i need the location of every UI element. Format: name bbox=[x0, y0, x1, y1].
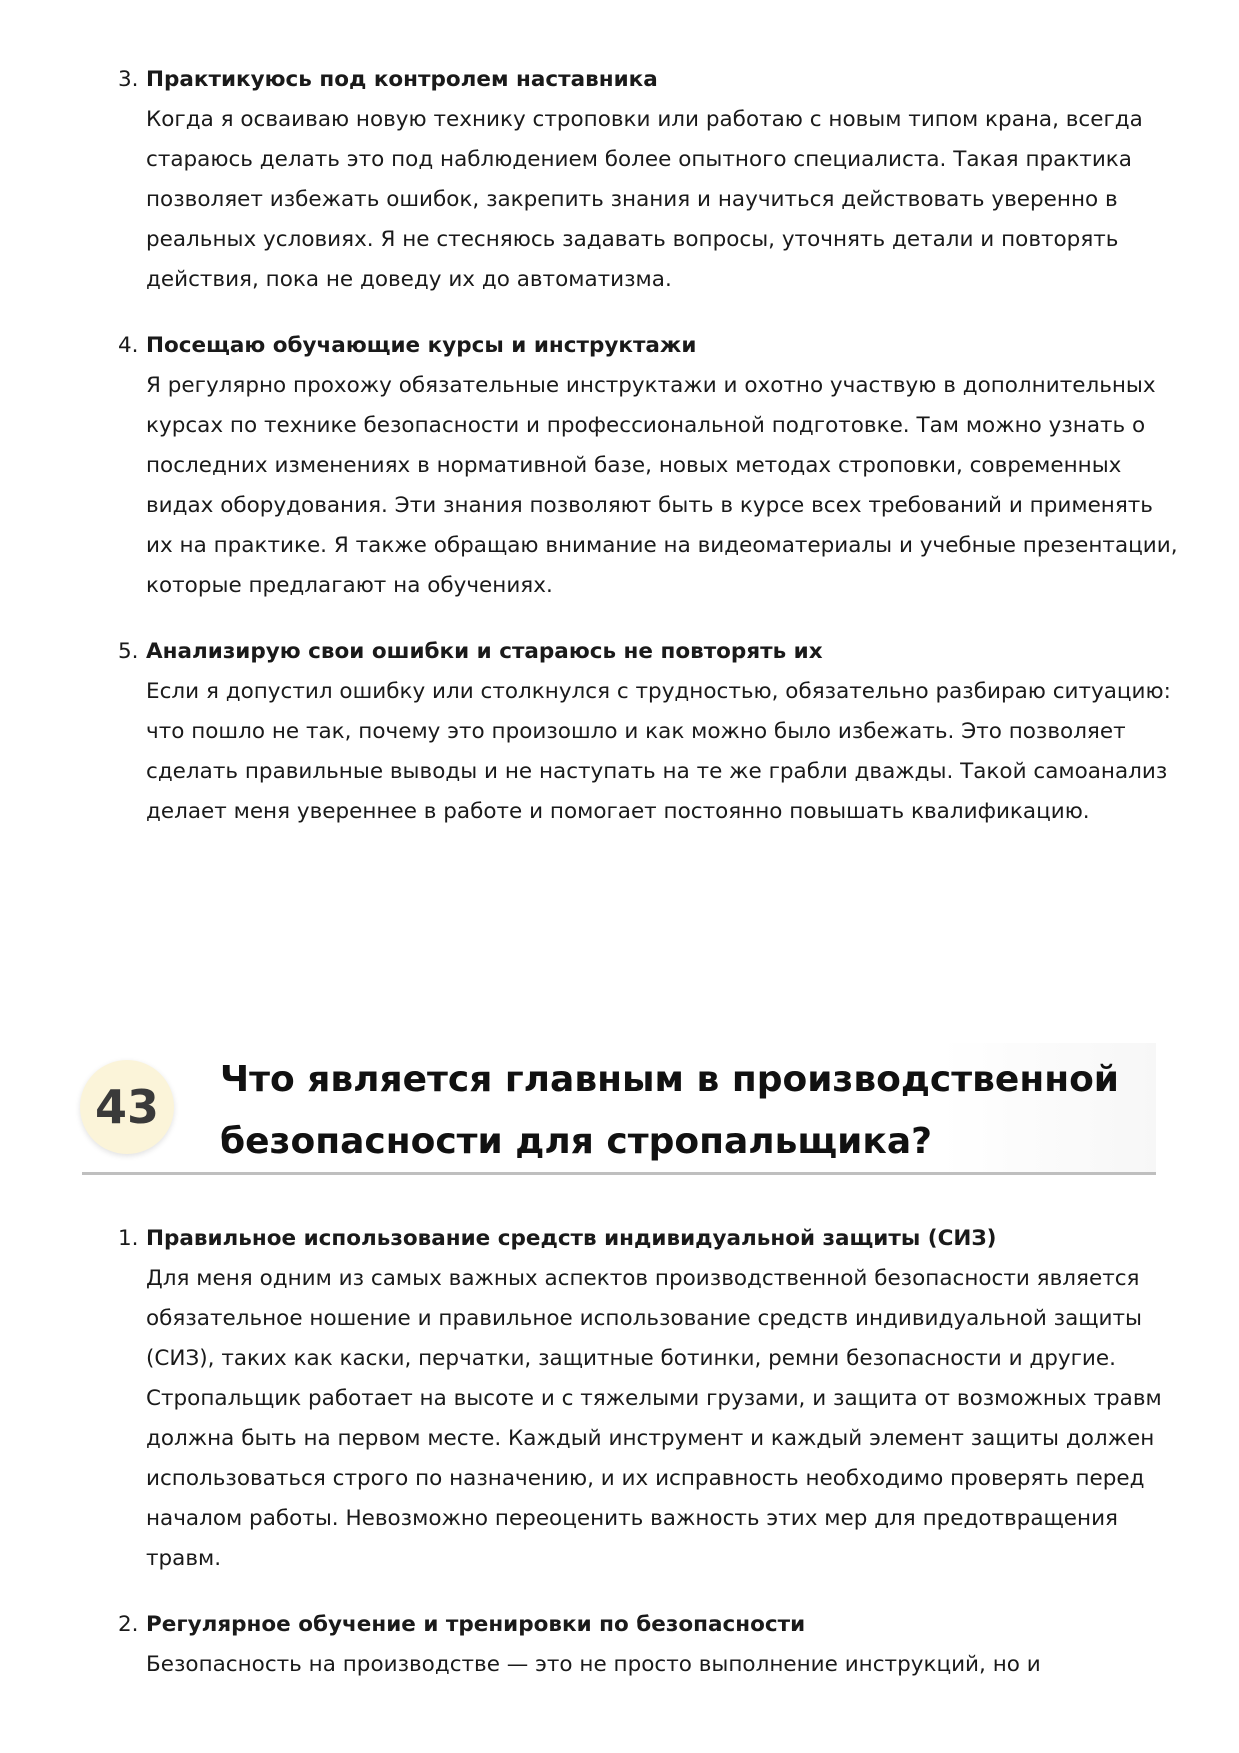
list-item-2 bbox=[0, 1605, 1239, 1685]
item-text: Для меня одним из самых важных аспектов производственной безопасности является обязательное ношение и правильное использование средств индивидуальной защиты (СИЗ), таких как каски, перчатки, защитные ботинки, ремни безопасности и другие. Стропальщик работает на высоте и с тяжелыми грузами, и защита от возможных травм должна быть на первом месте. Каждый инструмент и каждый элемент защиты должен использоваться строго по назначению, и их исправность необходимо проверять перед началом работы. Невозможно переоценить важность этих мер для предотвращения травм. bbox=[146, 1266, 1162, 1571]
item-number: 1. bbox=[118, 1226, 139, 1251]
bottom-numbered-list bbox=[0, 1219, 1239, 1711]
section-title: Что является главным в производственной безопасности для стропальщика? bbox=[220, 1059, 1120, 1162]
list-item-5 bbox=[0, 632, 1239, 832]
item-title: Анализирую свои ошибки и стараюсь не повторять их bbox=[146, 639, 823, 664]
item-number: 5. bbox=[118, 639, 139, 664]
item-title: Правильное использование средств индивидуальной защиты (СИЗ) bbox=[146, 1226, 997, 1251]
section-header bbox=[82, 1043, 1156, 1175]
list-item-1 bbox=[0, 1219, 1239, 1579]
list-item-3 bbox=[0, 60, 1239, 300]
item-number: 2. bbox=[118, 1612, 139, 1637]
top-numbered-list bbox=[0, 60, 1239, 858]
item-text: Если я допустил ошибку или столкнулся с трудностью, обязательно разбираю ситуацию: что пошло не так, почему это произошло и как можно было избежать. Это позволяет сделать правильные выводы и не наступать на те же грабли дважды. Такой самоанализ делает меня увереннее в работе и помогает постоянно повышать квалификацию. bbox=[146, 679, 1171, 824]
item-title: Посещаю обучающие курсы и инструктажи bbox=[146, 333, 697, 358]
item-text: Я регулярно прохожу обязательные инструктажи и охотно участвую в дополнительных курсах по технике безопасности и профессиональной подготовке. Там можно узнать о последних изменениях в нормативной базе, новых методах строповки, современных видах оборудования. Эти знания позволяют быть в курсе всех требований и применять их на практике. Я также обращаю внимание на видеоматериалы и учебные презентации, которые предлагают на обучениях. bbox=[146, 373, 1178, 598]
list-item-4 bbox=[0, 326, 1239, 606]
section-number-badge: 43 bbox=[80, 1060, 174, 1154]
item-text: Безопасность на производстве — это не просто выполнение инструкций, но и bbox=[146, 1652, 1041, 1677]
item-text: Когда я осваиваю новую технику строповки или работаю с новым типом крана, всегда стараюсь делать это под наблюдением более опытного специалиста. Такая практика позволяет избежать ошибок, закрепить знания и научиться действовать уверенно в реальных условиях. Я не стесняюсь задавать вопросы, уточнять детали и повторять действия, пока не доведу их до автоматизма. bbox=[146, 107, 1143, 292]
item-number: 4. bbox=[118, 333, 139, 358]
item-title: Практикуюсь под контролем наставника bbox=[146, 67, 658, 92]
item-title: Регулярное обучение и тренировки по безопасности bbox=[146, 1612, 806, 1637]
item-number: 3. bbox=[118, 67, 139, 92]
